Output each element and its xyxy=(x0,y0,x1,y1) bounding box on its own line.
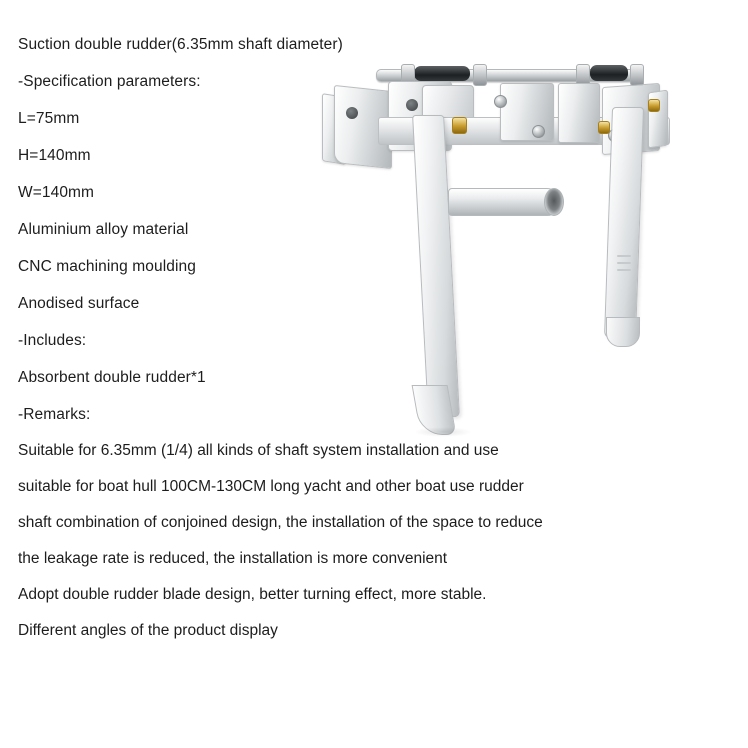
remarks-line-1: Suitable for 6.35mm (1/4) all kinds of shaft system installation and use xyxy=(18,442,499,459)
remarks-line-6: Different angles of the product display xyxy=(18,622,278,639)
remarks-line-2: suitable for boat hull 100CM-130CM long yacht and other boat use rudder xyxy=(18,478,524,495)
remarks-line-4: the leakage rate is reduced, the installation is more convenient xyxy=(18,550,448,567)
description-text xyxy=(18,26,718,649)
includes-item: Absorbent double rudder*1 xyxy=(18,369,206,386)
spec-heading: -Specification parameters: xyxy=(18,73,201,90)
includes-heading: -Includes: xyxy=(18,332,87,349)
spec-item-material: Aluminium alloy material xyxy=(18,221,189,238)
spec-item-width: W=140mm xyxy=(18,184,95,201)
remarks-heading: -Remarks: xyxy=(18,406,91,423)
spec-item-surface: Anodised surface xyxy=(18,295,140,312)
spec-item-height: H=140mm xyxy=(18,147,91,164)
spec-item-moulding: CNC machining moulding xyxy=(18,258,196,275)
spec-item-length: L=75mm xyxy=(18,110,80,127)
product-title: Suction double rudder(6.35mm shaft diameter) xyxy=(18,36,343,53)
remarks-line-3: shaft combination of conjoined design, the installation of the space to reduce xyxy=(18,514,543,531)
remarks-line-5: Adopt double rudder blade design, better turning effect, more stable. xyxy=(18,586,487,603)
